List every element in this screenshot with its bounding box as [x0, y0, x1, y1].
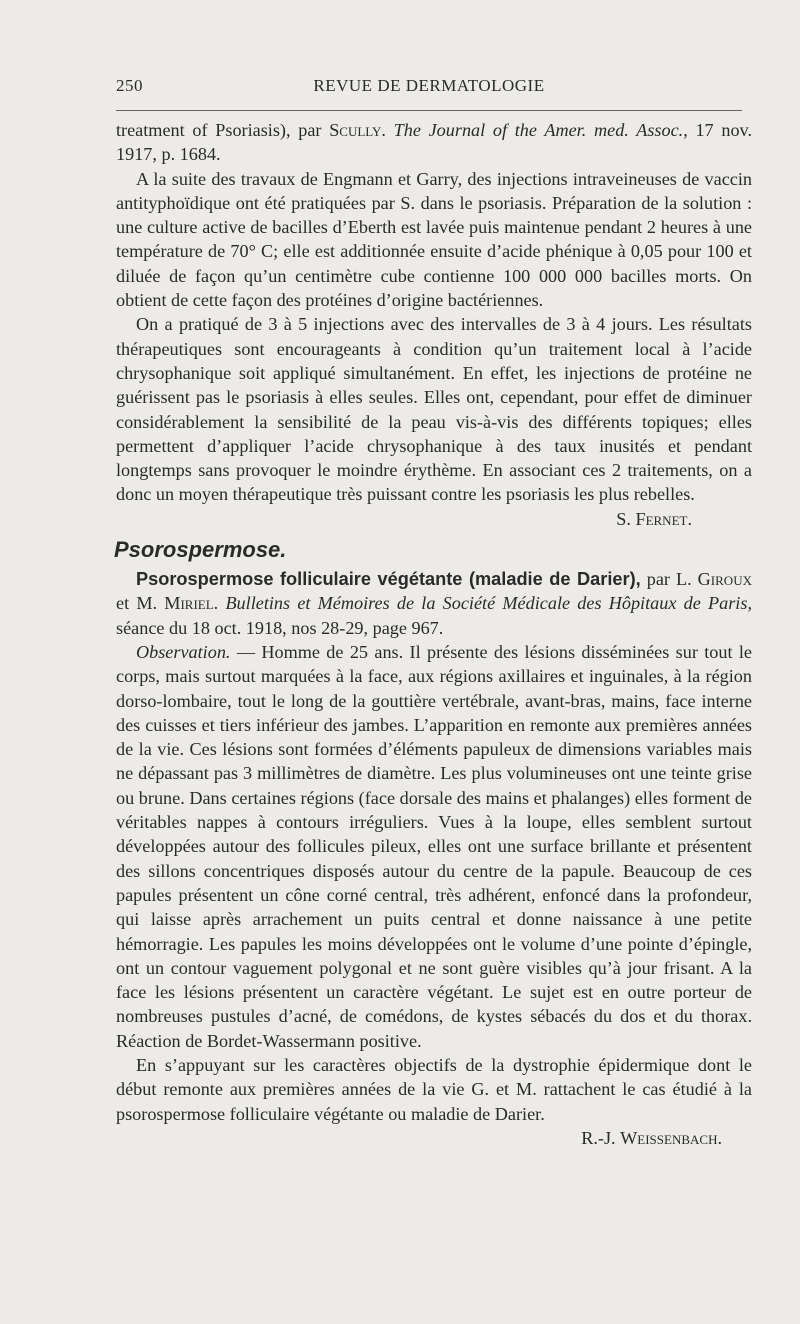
- paragraph: A la suite des travaux de Engmann et Garry, des injections intraveineuses de vaccin antityphoïdique ont été pratiquées par S. dans le psoriasis. Préparation de la solution : une culture active de bacilles d’Eberth est lavée puis maintenue pendant 2 heures à une température de 70° C; elle est additionnée ensuite d’acide phénique à 0,05 pour 100 et diluée de façon qu’un centimètre cube contienne 100 000 000 bacilles morts. On obtient de cette façon des protéines d’origine bactériennes.: [116, 168, 752, 311]
- article-reference: Psorospermose folliculaire végétante (maladie de Darier), par L. Giroux et M. Miriel. Bulletins et Mémoires de la Société Médicale des Hôpitaux de Paris, séance du 18 oct. 1918, nos 28-29, page 967.: [116, 569, 752, 638]
- signature: S. Fernet.: [616, 508, 692, 529]
- signature: R.-J. Weissenbach.: [581, 1127, 722, 1148]
- journal-name: The Journal of the Amer. med. Assoc.,: [393, 120, 688, 140]
- running-header: [116, 72, 742, 100]
- author-name: Scully: [329, 120, 382, 140]
- page-number: 250: [116, 76, 143, 95]
- page-body: [116, 118, 752, 1150]
- article-title: Psorospermose folliculaire végétante (maladie de Darier),: [136, 569, 641, 590]
- section-heading: Psorospermose.: [114, 537, 287, 563]
- header-rule: [116, 110, 742, 111]
- observation-paragraph: Observation. — Homme de 25 ans. Il présente des lésions disséminées sur tout le corps, mais surtout marquées à la face, aux régions axillaires et inguinales, à la région dorso-lombaire, tout le long de la gouttière vertébrale, avant-bras, mains, face interne des cuisses et tiers inférieur des jambes. L’apparition en remonte aux premières années de la vie. Ces lésions sont formées d’éléments papuleux de dimensions variables mais ne dépassant pas 3 millimètres de diamètre. Les plus volumineuses ont une teinte grise ou brune. Dans certaines régions (face dorsale des mains et phalanges) elles forment de véritables nappes à contours irréguliers. Vues à la loupe, elles semblent surtout développées autour des follicules pileux, elles ont une surface brillante et présentent des sillons concentriques disposés autour du centre de la papule. Beaucoup de ces papules présentent un cône corné central, très adhérent, enfoncé dans la profondeur, qui laisse après arrachement un puits central et donne naissance à une petite hémorragie. Les papules les moins développées ont le volume d’une pointe d’épingle, ont un contour vaguement polygonal et ne sont guère visibles qu’à jour frisant. A la face les lésions présentent un caractère végétant. Le sujet est en outre porteur de nombreuses pustules d’acné, de comédons, de kystes sébacés du dos et du thorax. Réaction de Bordet-Wassermann positive.: [116, 641, 752, 1051]
- reference-continuation: treatment of Psoriasis), par Scully. The Journal of the Amer. med. Assoc., 17 nov. 1917, p. 1684.: [116, 120, 753, 165]
- journal-title: REVUE DE DERMATOLOGIE: [313, 76, 545, 95]
- paragraph: En s’appuyant sur les caractères objectifs de la dystrophie épidermique dont le début remonte aux premières années de la vie G. et M. rattachent le cas étudié à la psorospermose folliculaire végétante ou maladie de Darier.: [116, 1054, 752, 1124]
- journal-name: Bulletins et Mémoires de la Société Médicale des Hôpitaux de Paris,: [225, 593, 752, 614]
- paragraph: On a pratiqué de 3 à 5 injections avec des intervalles de 3 à 4 jours. Les résultats thérapeutiques sont encourageants à condition qu’un traitement local à l’acide chrysophanique soit appliqué simultanément. En effet, les injections de protéine ne guérissent pas le psoriasis à elles seules. Elles ont, cependant, pour effet de diminuer considérablement la sensibilité de la peau vis-à-vis des différents topiques; elles permettent d’appliquer l’acide chrysophanique à des taux inusités et pendant longtemps sans provoquer le moindre érythème. En associant ces 2 traitements, on a donc un moyen thérapeutique très puissant contre les psoriasis les plus rebelles.: [116, 314, 752, 505]
